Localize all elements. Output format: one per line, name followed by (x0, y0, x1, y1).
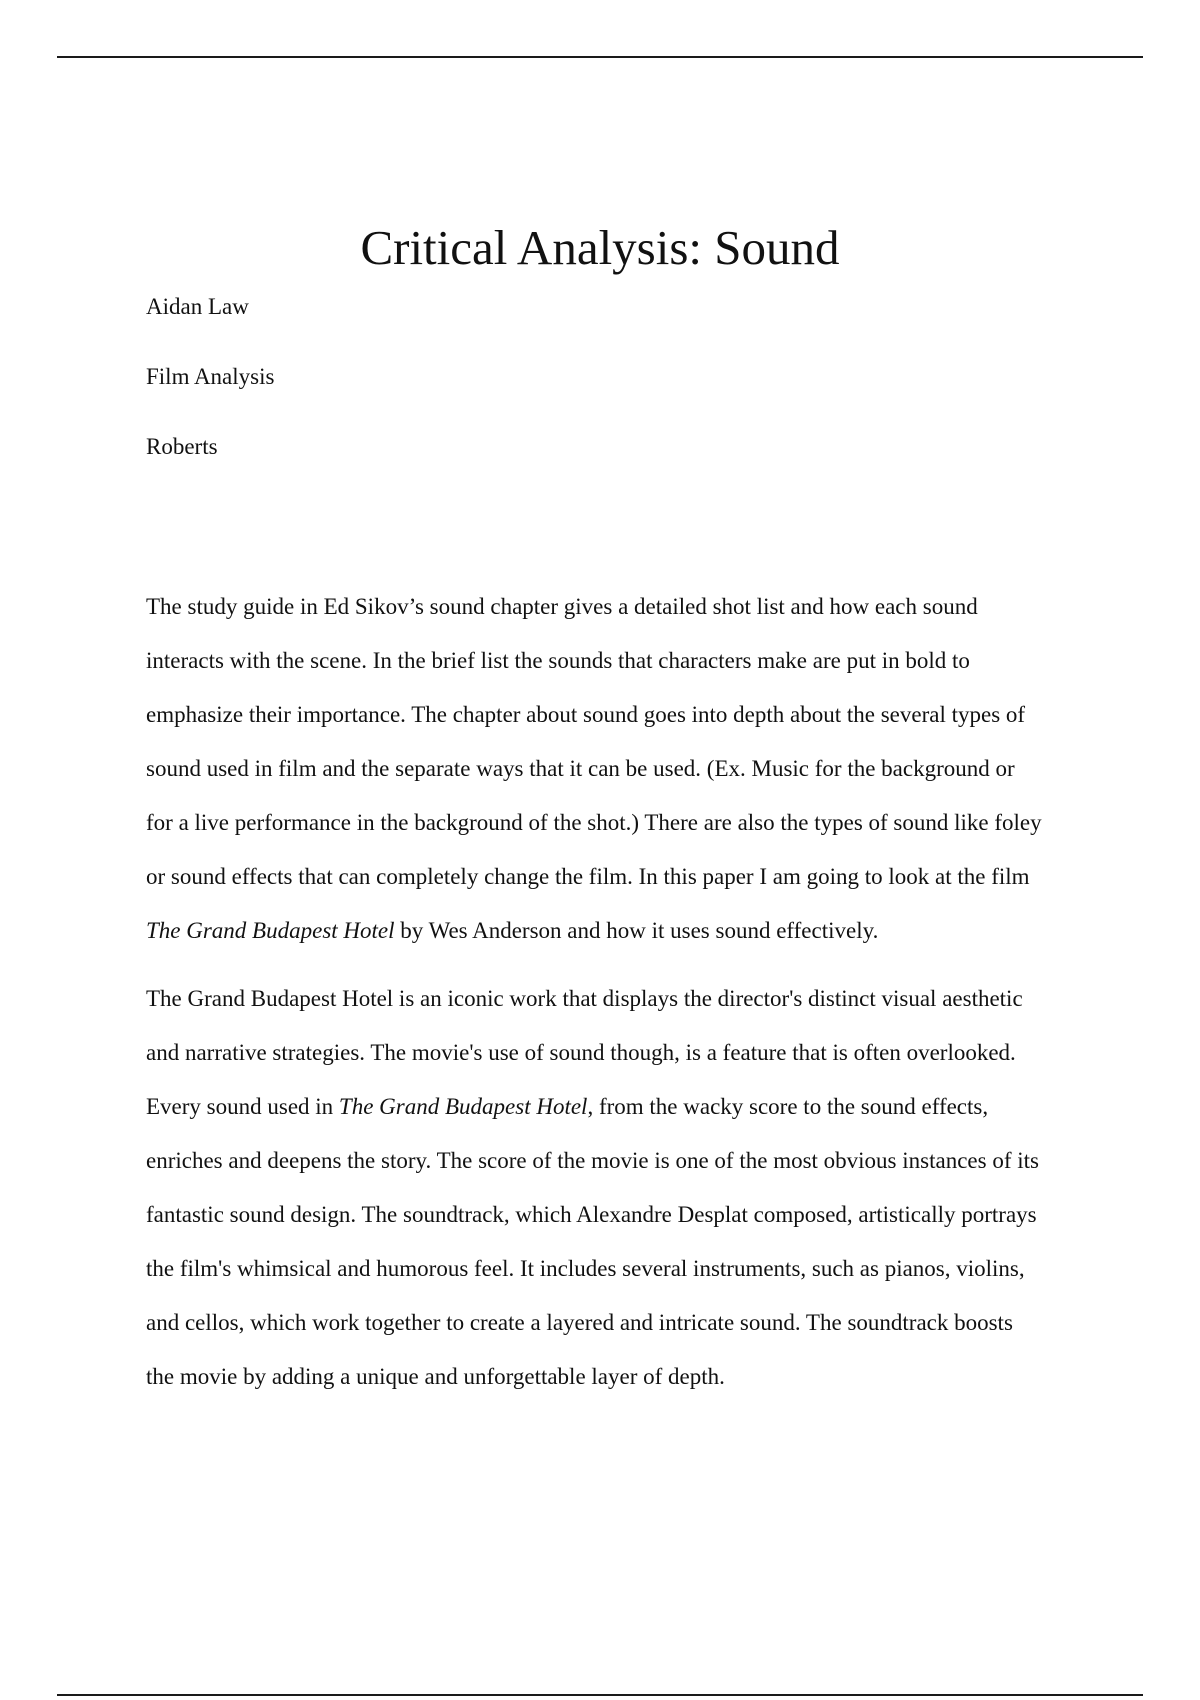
paragraph-line: interacts with the scene. In the brief list the sounds that characters make are put in bold to (146, 648, 970, 673)
bottom-rule (57, 1694, 1143, 1696)
paragraph-line: emphasize their importance. The chapter about sound goes into depth about the several types of (146, 702, 1026, 727)
paragraph-line: the film's whimsical and humorous feel. It includes several instruments, such as pianos, violins, (146, 1256, 1025, 1281)
paragraph-line: The Grand Budapest Hotel is an iconic work that displays the director's distinct visual aesthetic (146, 986, 1023, 1011)
instructor-name: Roberts (146, 434, 218, 459)
paragraph-line: enriches and deepens the story. The score of the movie is one of the most obvious instances of its (146, 1148, 1039, 1173)
paragraph-line: sound used in film and the separate ways that it can be used. (Ex. Music for the background or (146, 756, 1015, 781)
author-name: Aidan Law (146, 294, 249, 319)
film-title-italic: The Grand Budapest Hotel (146, 918, 395, 943)
document-title: Critical Analysis: Sound (360, 220, 840, 275)
paragraph-intro (146, 580, 1096, 958)
paragraph-line: The study guide in Ed Sikov’s sound chapter gives a detailed shot list and how each sound (146, 594, 978, 619)
paragraph-line: and cellos, which work together to create a layered and intricate sound. The soundtrack boosts (146, 1310, 1013, 1335)
paragraph-body (146, 972, 1096, 1404)
paragraph-line: or sound effects that can completely change the film. In this paper I am going to look at the film (146, 864, 1030, 889)
paragraph-line: Every sound used in The Grand Budapest Hotel, from the wacky score to the sound effects, (146, 1094, 989, 1119)
paragraph-line: for a live performance in the background of the shot.) There are also the types of sound like foley (146, 810, 1042, 835)
paragraph-line: and narrative strategies. The movie's use of sound though, is a feature that is often overlooked. (146, 1040, 1016, 1065)
paragraph-line: The Grand Budapest Hotel by Wes Anderson and how it uses sound effectively. (146, 918, 879, 943)
paragraph-line: fantastic sound design. The soundtrack, which Alexandre Desplat composed, artistically portrays (146, 1202, 1037, 1227)
film-title-italic: The Grand Budapest Hotel (338, 1094, 588, 1119)
top-rule (57, 56, 1143, 58)
course-name: Film Analysis (146, 364, 275, 389)
paragraph-line: the movie by adding a unique and unforgettable layer of depth. (146, 1364, 725, 1389)
